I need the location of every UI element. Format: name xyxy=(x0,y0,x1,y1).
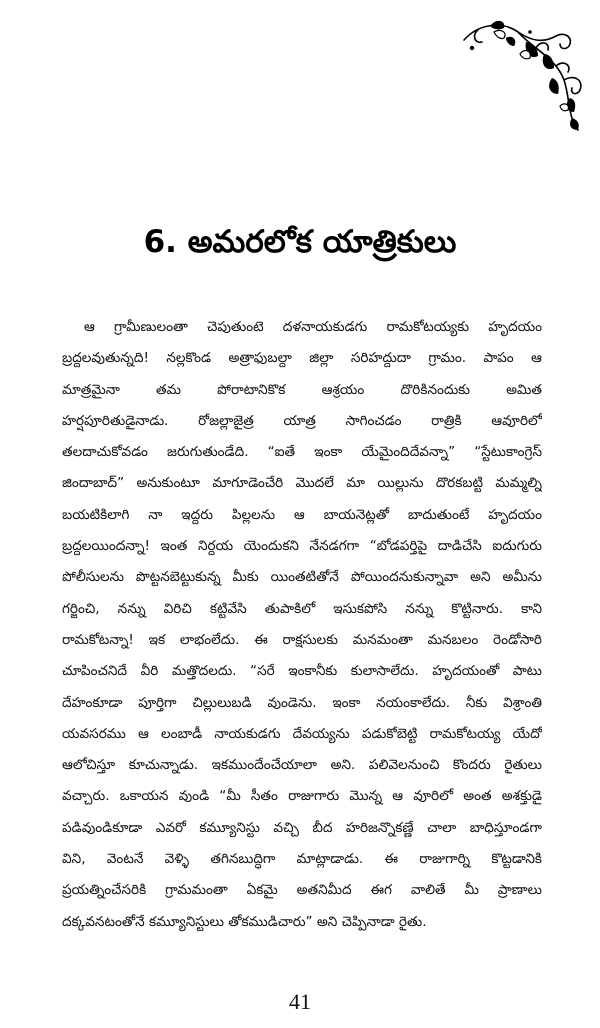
body-line: హర్షపూరితుడైనాడు. రోజల్లాజైత్ర యాత్ర సాగించడం రాత్రికి ఆవూరిలో xyxy=(62,412,542,429)
body-line: తలదాచుకోవడం జరుగుతుండేది. “ఐతే ఇంకా యేమైందిదేవన్నా” “స్టేటుకాంగ్రెస్ xyxy=(62,444,542,461)
body-line: వచ్చారు. ఒకాయన వుండి “మీ సీతం రాజుగారు మొన్న ఆ వూరిలో అంత అశక్తుడై xyxy=(62,788,542,805)
body-line: విని, వెంటనే వెళ్ళి తగినబుద్ధిగా మాట్లాడాడు. ఈ రాజుగార్ని కొట్టడానికి xyxy=(62,851,542,868)
chapter-title: 6. అమరలోక యాత్రికులు xyxy=(143,224,457,260)
body-line: ఆలోచిస్తూ కూచున్నాడు. ఇకముందేంచేయాలా అని. పలివెలనుంచి కొందరు రైతులు xyxy=(62,757,542,774)
body-line: జిందాబాద్” అనుకుంటూ మాగూడెంచేరి మొదలే మా యిల్లును దొరకబట్టి మమ్మల్ని xyxy=(62,475,542,492)
body-line: మాత్రమైనా తమ పోరాటానికొక ఆశ్రయం దొరికినందుకు అమిత xyxy=(62,381,542,398)
body-line: రామకోటన్నా! ఇక లాభంలేదు. ఈ రాక్షసులకు మనమంతా మనబలం రెండోసారి xyxy=(62,631,542,648)
body-line: ఆ గ్రామీణులంతా చెపుతుంటె దళనాయకుడగు రామకోటయ్యకు హృదయం xyxy=(84,319,542,335)
body-line: బ్రద్దలవుతున్నది! నల్లకొండ అత్రాఫుబల్దా జిల్లా సరిహద్దుదా గ్రామం. పాపం ఆ xyxy=(62,350,542,367)
body-line: బ్రద్దలయిందన్నా! ఇంత నిర్దయ యెందుకని నేనడగగా “బోడపర్తిపై దాడిచేసి ఐదుగురు xyxy=(62,538,542,555)
body-line: బయటికిలాగి నా ఇద్దరు పిల్లలను ఆ బాయనెట్లతో బాదుతుంటే హృదయం xyxy=(62,506,542,523)
body-line: చూపించనిదే వీరి మత్తొదలదు. “సరే ఇంకానీకు కులాసాలేదు. హృదయంతో పాటు xyxy=(62,663,542,680)
floral-corner-ornament-icon xyxy=(460,18,590,138)
body-line: గర్జించి, నన్ను విరిచి కట్టివేసి తుపాకిలో ఇసుకపోసి నన్ను కొట్టినారు. కాని xyxy=(62,600,542,617)
body-line: దేహంకూడా పూర్తిగా చిల్లులుబడి వుండెను. ఇంకా నయంకాలేదు. నీకు విశ్రాంతి xyxy=(62,694,542,711)
page-number: 41 xyxy=(289,989,311,1014)
body-line: పడివుండికూడా ఎవరో కమ్యూనిస్టు వచ్చి బీద హరిజన్నొకణ్ణే చాలా బాధిస్తూండగా xyxy=(62,819,542,836)
body-line: ప్రయత్నించేసరికి గ్రామమంతా ఏకమై అతనిమీద ఈగ వాలితే మీ ప్రాణాలు xyxy=(62,882,542,899)
body-line: దక్కవనటంతోనే కమ్యూనిస్టులు తోకముడిచారు” అని చెప్పినాడా రైతు. xyxy=(62,913,427,930)
body-line: యవసరము ఆ లంబాడీ నాయకుడగు దేవయ్యను పడుకోబెట్టి రామకోటయ్య యేదో xyxy=(62,725,542,742)
body-line: పోలీసులను పొట్టనబెట్టుకున్న మీకు యింతటితోనే పోయిందనుకున్నావా అని అమీను xyxy=(62,569,542,586)
chapter-body xyxy=(62,312,542,938)
